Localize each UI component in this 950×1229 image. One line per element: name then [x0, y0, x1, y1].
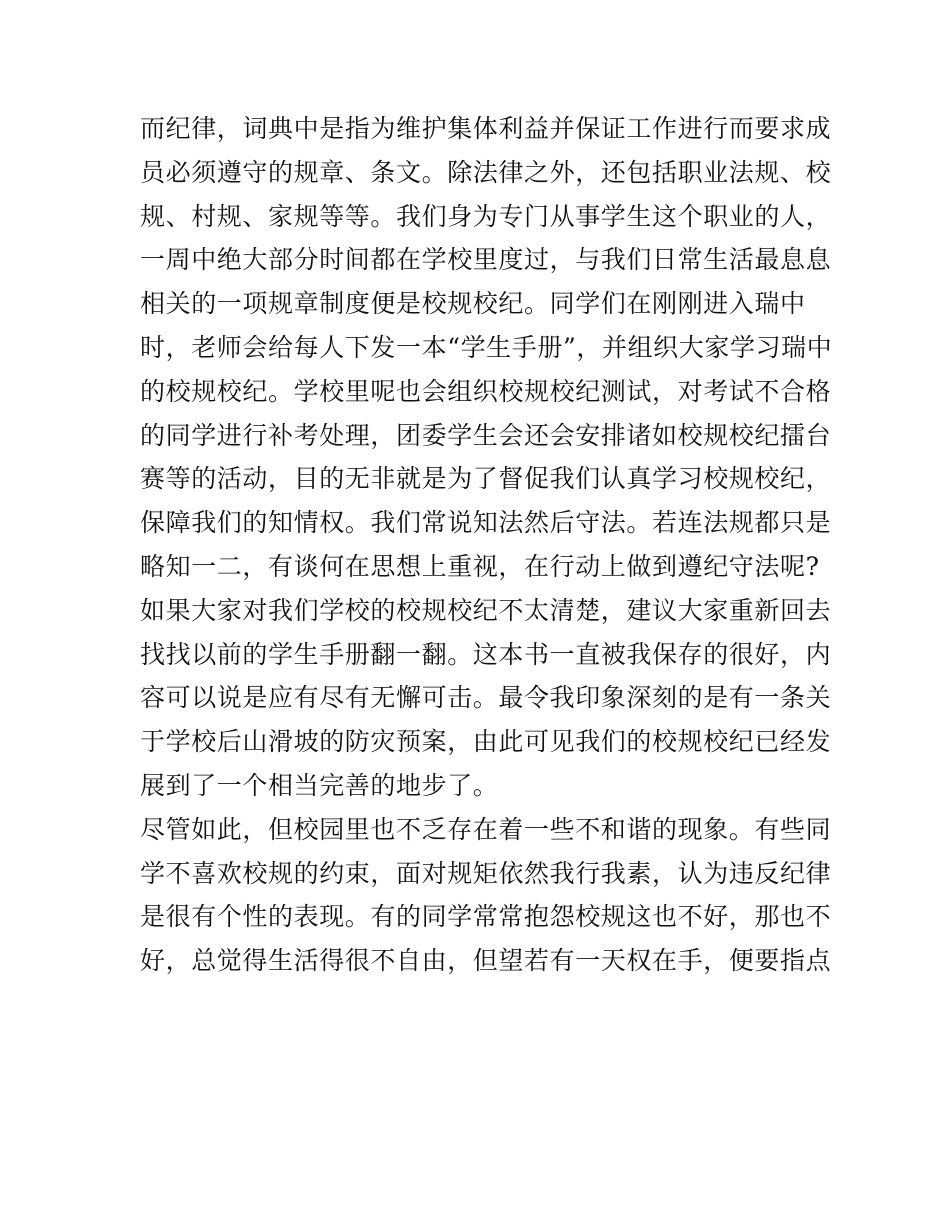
text-line: 的校规校纪。学校里呢也会组织校规校纪测试，对考试不合格 [140, 376, 832, 406]
text-line: 相关的一项规章制度便是校规校纪。同学们在刚刚进入瑞中 [140, 289, 806, 319]
text-line: 保障我们的知情权。我们常说知法然后守法。若连法规都只是 [140, 508, 832, 538]
text-line: 员必须遵守的规章、条文。除法律之外，还包括职业法规、校 [140, 157, 832, 187]
text-line: 是很有个性的表现。有的同学常常抱怨校规这也不好，那也不 [140, 902, 832, 932]
text-line: 于学校后山滑坡的防灾预案，由此可见我们的校规校纪已经发 [140, 727, 832, 757]
body-text [140, 107, 833, 983]
text-line: 找找以前的学生手册翻一翻。这本书一直被我保存的很好，内 [140, 639, 832, 669]
text-line: 时，老师会给每人下发一本“学生手册”，并组织大家学习瑞中 [140, 332, 833, 362]
text-line: 好，总觉得生活得很不自由，但望若有一天权在手，便要指点 [140, 946, 832, 976]
text-line: 赛等的活动，目的无非就是为了督促我们认真学习校规校纪， [140, 464, 832, 494]
text-line: 展到了一个相当完善的地步了。 [140, 770, 499, 800]
text-line: 一周中绝大部分时间都在学校里度过，与我们日常生活最息息 [140, 245, 832, 275]
text-line: 如果大家对我们学校的校规校纪不太清楚，建议大家重新回去 [140, 595, 832, 625]
text-line: 学不喜欢校规的约束，面对规矩依然我行我素，认为违反纪律 [140, 858, 832, 888]
text-line: 的同学进行补考处理，团委学生会还会安排诸如校规校纪擂台 [140, 420, 832, 450]
text-line: 容可以说是应有尽有无懈可击。最令我印象深刻的是有一条关 [140, 683, 832, 713]
text-line: 尽管如此，但校园里也不乏存在着一些不和谐的现象。有些同 [140, 814, 832, 844]
text-line: 规、村规、家规等等。我们身为专门从事学生这个职业的人， [140, 201, 832, 231]
text-line: 而纪律，词典中是指为维护集体利益并保证工作进行而要求成 [140, 114, 832, 143]
text-line: 略知一二，有谈何在思想上重视，在行动上做到遵纪守法呢? [140, 551, 820, 581]
